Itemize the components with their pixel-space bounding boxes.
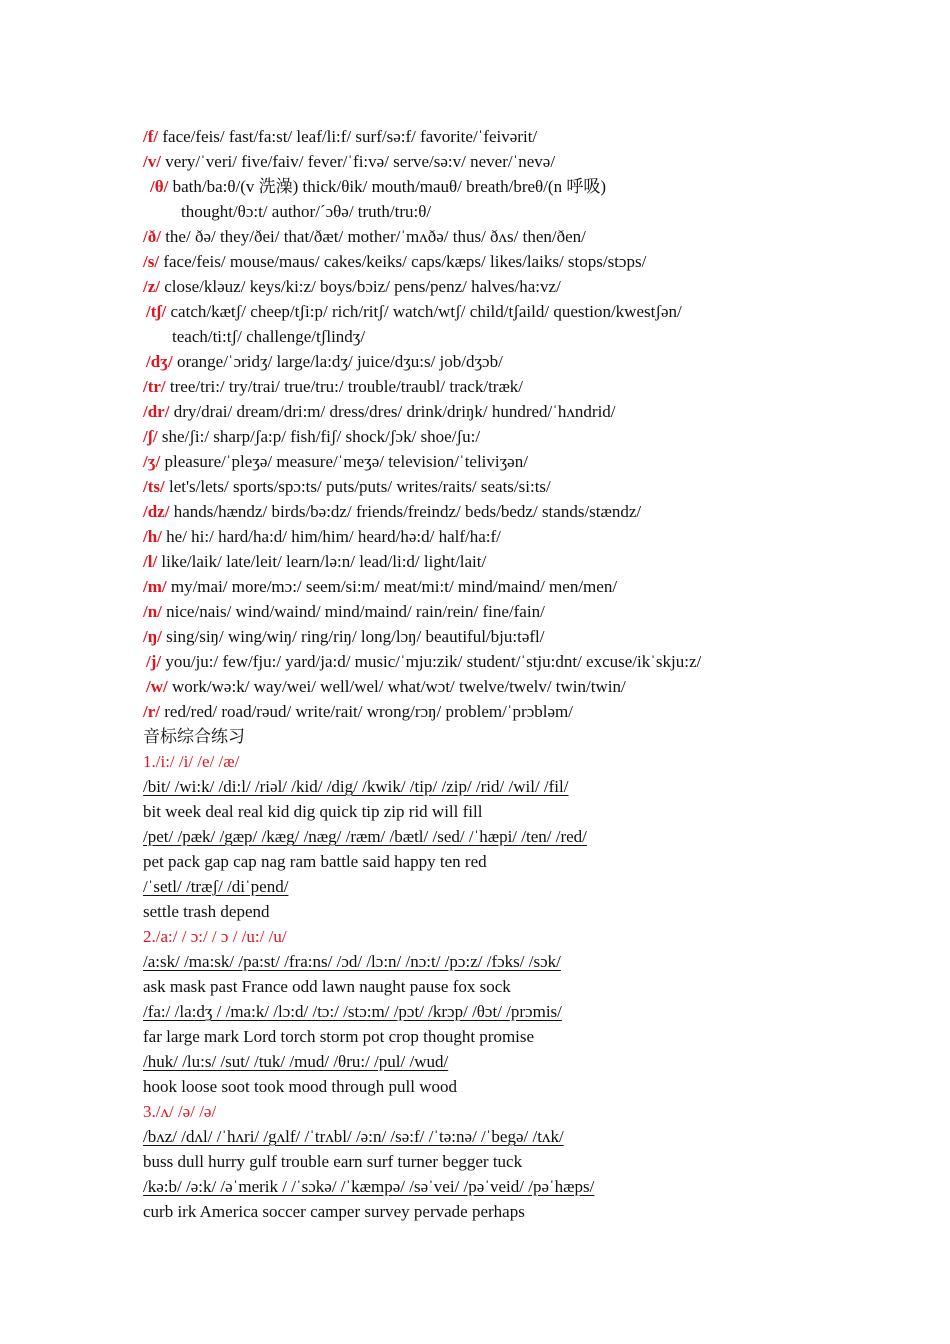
consonant-line bbox=[143, 624, 823, 649]
ipa-transcription-line: /pet/ /pæk/ /gæp/ /kæg/ /næg/ /ræm/ /bætl/ /sed/ /ˈhæpi/ /ten/ /red/ bbox=[143, 827, 587, 846]
example-words: red/red/ road/rəud/ write/rait/ wrong/rɔŋ/ problem/ˈprɔbləm/ bbox=[160, 702, 573, 721]
consonant-line bbox=[143, 149, 823, 174]
phoneme-symbol: /h/ bbox=[143, 527, 162, 546]
phoneme-symbol: /dr/ bbox=[143, 402, 170, 421]
group-heading: 3./ʌ/ /ə/ /ə/ bbox=[143, 1102, 217, 1121]
word-line: buss dull hurry gulf trouble earn surf turner begger tuck bbox=[143, 1152, 523, 1171]
example-words: very/ˈveri/ five/faiv/ fever/ˈfi:və/ serve/sə:v/ never/ˈnevə/ bbox=[160, 152, 556, 171]
consonant-line bbox=[143, 224, 823, 249]
example-words: tree/tri:/ try/trai/ true/tru:/ trouble/traubl/ track/træk/ bbox=[165, 377, 524, 396]
example-words: nice/nais/ wind/waind/ mind/maind/ rain/rein/ fine/fain/ bbox=[161, 602, 545, 621]
consonant-line bbox=[143, 349, 823, 374]
example-words: you/ju:/ few/fju:/ yard/ja:d/ music/ˈmju:zik/ student/ˈstju:dnt/ excuse/ikˈskju:z/ bbox=[161, 652, 702, 671]
word-line: settle trash depend bbox=[143, 902, 270, 921]
example-words: orange/ˈɔridʒ/ large/la:dʒ/ juice/dʒu:s/ job/dʒɔb/ bbox=[172, 352, 503, 371]
example-words: pleasure/ˈpleʒə/ measure/ˈmeʒə/ television/ˈteliviʒən/ bbox=[160, 452, 528, 471]
ipa-transcription-line: /a:sk/ /ma:sk/ /pa:st/ /fra:ns/ /ɔd/ /lɔ:n/ /nɔ:t/ /pɔ:z/ /fɔks/ /sɔk/ bbox=[143, 952, 561, 971]
example-words: thought/θɔ:t/ author/ˊɔθə/ truth/tru:θ/ bbox=[181, 202, 432, 221]
exercise-title: 音标综合练习 bbox=[143, 727, 245, 746]
phoneme-symbol: /j/ bbox=[146, 652, 162, 671]
example-words: let's/lets/ sports/spɔ:ts/ puts/puts/ writes/raits/ seats/si:ts/ bbox=[164, 477, 551, 496]
word-line: hook loose soot took mood through pull wood bbox=[143, 1077, 458, 1096]
phoneme-symbol: /dʒ/ bbox=[146, 352, 173, 371]
example-words: she/ʃi:/ sharp/ʃa:p/ fish/fiʃ/ shock/ʃɔk/ shoe/ʃu:/ bbox=[157, 427, 481, 446]
consonant-line bbox=[143, 649, 823, 674]
phoneme-symbol: /s/ bbox=[143, 252, 160, 271]
document-page bbox=[143, 124, 823, 1224]
phoneme-symbol: /dz/ bbox=[143, 502, 170, 521]
example-words: work/wə:k/ way/wei/ well/wel/ what/wɔt/ twelve/twelv/ twin/twin/ bbox=[167, 677, 626, 696]
phoneme-symbol: /l/ bbox=[143, 552, 158, 571]
ipa-transcription-line: /kə:b/ /ə:k/ /əˈmerik / /ˈsɔkə/ /ˈkæmpə/ /səˈvei/ /pəˈveid/ /pəˈhæps/ bbox=[143, 1177, 595, 1196]
consonant-line bbox=[143, 599, 823, 624]
phoneme-symbol: /z/ bbox=[143, 277, 160, 296]
consonant-line bbox=[143, 674, 823, 699]
example-words: sing/siŋ/ wing/wiŋ/ ring/riŋ/ long/lɔŋ/ beautiful/bju:təfl/ bbox=[161, 627, 545, 646]
example-words: teach/ti:tʃ/ challenge/tʃlindʒ/ bbox=[172, 327, 366, 346]
word-line: ask mask past France odd lawn naught pause fox sock bbox=[143, 977, 511, 996]
ipa-transcription-line: /bit/ /wi:k/ /di:l/ /riəl/ /kid/ /dig/ /kwik/ /tip/ /zip/ /rid/ /wil/ /fil/ bbox=[143, 777, 569, 796]
example-words: my/mai/ more/mɔ:/ seem/si:m/ meat/mi:t/ mind/maind/ men/men/ bbox=[166, 577, 618, 596]
phoneme-symbol: /tʃ/ bbox=[146, 302, 167, 321]
consonant-line bbox=[143, 524, 823, 549]
phoneme-symbol: /m/ bbox=[143, 577, 167, 596]
group-heading: 1./i:/ /i/ /e/ /æ/ bbox=[143, 752, 240, 771]
word-line: pet pack gap cap nag ram battle said happy ten red bbox=[143, 852, 487, 871]
ipa-transcription-line: /huk/ /lu:s/ /sut/ /tuk/ /mud/ /θru:/ /pul/ /wud/ bbox=[143, 1052, 449, 1071]
example-words: the/ ðə/ they/ðei/ that/ðæt/ mother/ˈmʌðə/ thus/ ðʌs/ then/ðen/ bbox=[160, 227, 586, 246]
example-words: face/feis/ mouse/maus/ cakes/keiks/ caps/kæps/ likes/laiks/ stops/stɔps/ bbox=[159, 252, 647, 271]
example-words: face/feis/ fast/fa:st/ leaf/li:f/ surf/sə:f/ favorite/ˈfeivərit/ bbox=[158, 127, 538, 146]
phoneme-symbol: /n/ bbox=[143, 602, 162, 621]
ipa-transcription-line: /bʌz/ /dʌl/ /ˈhʌri/ /gʌlf/ /ˈtrʌbl/ /ə:n/ /sə:f/ /ˈtə:nə/ /ˈbegə/ /tʌk/ bbox=[143, 1127, 564, 1146]
phoneme-symbol: /w/ bbox=[146, 677, 168, 696]
phoneme-symbol: /f/ bbox=[143, 127, 159, 146]
ipa-transcription-line: /fa:/ /la:dʒ / /ma:k/ /lɔ:d/ /tɔ:/ /stɔ:m/ /pɔt/ /krɔp/ /θɔt/ /prɔmis/ bbox=[143, 1002, 562, 1021]
phoneme-symbol: /tr/ bbox=[143, 377, 166, 396]
phoneme-symbol: /v/ bbox=[143, 152, 161, 171]
word-line: far large mark Lord torch storm pot crop thought promise bbox=[143, 1027, 535, 1046]
consonant-line bbox=[143, 699, 823, 724]
phoneme-symbol: /ð/ bbox=[143, 227, 161, 246]
consonant-line bbox=[143, 299, 823, 324]
consonant-line-continued bbox=[143, 199, 823, 224]
consonant-line bbox=[143, 449, 823, 474]
consonant-line-continued bbox=[143, 324, 823, 349]
group-heading: 2./a:/ / ɔ:/ / ɔ / /u:/ /u/ bbox=[143, 927, 287, 946]
consonant-line bbox=[143, 499, 823, 524]
example-words: he/ hi:/ hard/ha:d/ him/him/ heard/hə:d/ half/ha:f/ bbox=[161, 527, 501, 546]
example-words: bath/ba:θ/(v 洗澡) thick/θik/ mouth/mauθ/ breath/breθ/(n 呼吸) bbox=[168, 177, 606, 196]
phoneme-symbol: /ʃ/ bbox=[143, 427, 158, 446]
consonant-line bbox=[143, 374, 823, 399]
ipa-transcription-line: /ˈsetl/ /træʃ/ /diˈpend/ bbox=[143, 877, 289, 896]
consonant-line bbox=[143, 274, 823, 299]
consonant-line bbox=[143, 574, 823, 599]
example-words: dry/drai/ dream/dri:m/ dress/dres/ drink/driŋk/ hundred/ˈhʌndrid/ bbox=[169, 402, 616, 421]
consonant-line bbox=[143, 549, 823, 574]
phoneme-symbol: /ʒ/ bbox=[143, 452, 161, 471]
consonant-line bbox=[143, 399, 823, 424]
word-line: curb irk America soccer camper survey pervade perhaps bbox=[143, 1202, 525, 1221]
phoneme-symbol: /r/ bbox=[143, 702, 160, 721]
example-words: hands/hændz/ birds/bə:dz/ friends/freindz/ beds/bedz/ stands/stændz/ bbox=[169, 502, 642, 521]
example-words: catch/kætʃ/ cheep/tʃi:p/ rich/ritʃ/ watch/wtʃ/ child/tʃaild/ question/kwestʃən/ bbox=[166, 302, 682, 321]
consonant-line bbox=[143, 124, 823, 149]
example-words: like/laik/ late/leit/ learn/lə:n/ lead/li:d/ light/lait/ bbox=[157, 552, 487, 571]
phoneme-symbol: /ts/ bbox=[143, 477, 165, 496]
phoneme-symbol: /ŋ/ bbox=[143, 627, 162, 646]
consonant-line bbox=[143, 424, 823, 449]
consonant-line bbox=[143, 249, 823, 274]
consonant-line bbox=[143, 474, 823, 499]
word-line: bit week deal real kid dig quick tip zip rid will fill bbox=[143, 802, 483, 821]
example-words: close/kləuz/ keys/ki:z/ boys/bɔiz/ pens/penz/ halves/ha:vz/ bbox=[160, 277, 561, 296]
phoneme-symbol: /θ/ bbox=[150, 177, 169, 196]
consonant-line bbox=[143, 174, 823, 199]
